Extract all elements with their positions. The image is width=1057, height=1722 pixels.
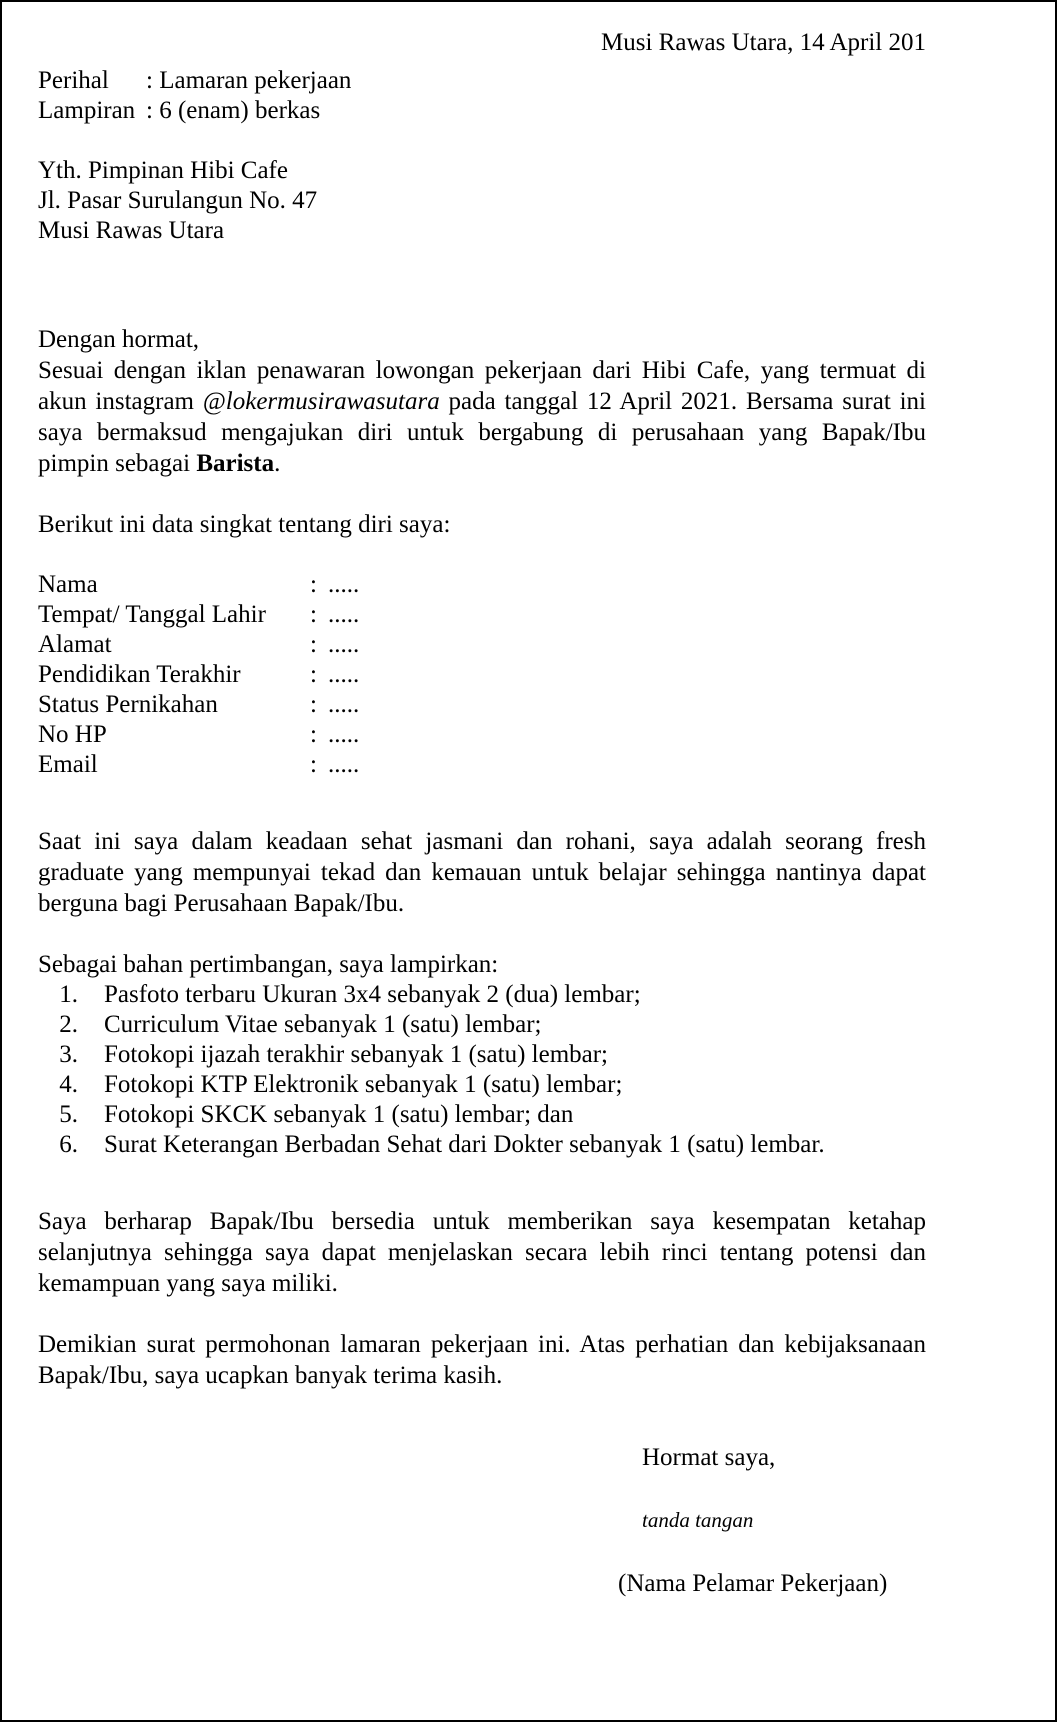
field-value-pendidikan-terakhir: ..... xyxy=(328,661,360,688)
spacer xyxy=(38,1160,926,1206)
field-row xyxy=(38,630,926,660)
field-label-tempat-tanggal-lahir: Tempat/ Tanggal Lahir xyxy=(38,601,266,628)
spacer xyxy=(38,540,926,570)
field-separator: : xyxy=(310,691,317,718)
field-label-alamat: Alamat xyxy=(38,631,112,658)
field-label-no-hp: No HP xyxy=(38,721,107,748)
list-item-number: 6. xyxy=(59,1131,78,1158)
spacer xyxy=(38,1299,926,1329)
field-value-no-hp: ..... xyxy=(328,721,360,748)
spacer xyxy=(38,246,926,306)
meta-label-lampiran: Lampiran xyxy=(38,97,136,124)
instagram-handle: @lokermusirawasutara xyxy=(202,388,440,415)
personal-data-fields xyxy=(38,570,926,780)
meta-label-perihal: Perihal xyxy=(38,67,109,94)
spacer xyxy=(38,126,926,156)
list-item xyxy=(38,1100,926,1130)
list-item-number: 3. xyxy=(59,1041,78,1068)
recipient-line-2: Jl. Pasar Surulangun No. 47 xyxy=(38,187,318,214)
field-value-email: ..... xyxy=(328,751,360,778)
health-paragraph: Saat ini saya dalam keadaan sehat jasmani dan rohani, saya adalah seorang fresh graduate yang mempunyai tekad dan kemauan untuk belajar sehingga nantinya dapat berguna bagi Perusahaan Bapak/Ibu. xyxy=(38,828,926,917)
field-row xyxy=(38,660,926,690)
field-label-status-pernikahan: Status Pernikahan xyxy=(38,691,218,718)
hope-paragraph: Saya berharap Bapak/Ibu bersedia untuk memberikan saya kesempatan ketahap selanjutnya sehingga saya dapat menjelaskan secara lebih rinci tentang potensi dan kemampuan yang saya miliki. xyxy=(38,1208,926,1297)
signature-block xyxy=(38,1443,926,1599)
field-row xyxy=(38,690,926,720)
list-item-text: Pasfoto terbaru Ukuran 3x4 sebanyak 2 (dua) lembar; xyxy=(104,981,641,1008)
list-item-text: Curriculum Vitae sebanyak 1 (satu) lembar; xyxy=(104,1011,542,1038)
field-row xyxy=(38,570,926,600)
signature-closing: Hormat saya, xyxy=(642,1444,776,1471)
attachments-list xyxy=(38,980,926,1160)
opening-part-1: Sesuai dengan iklan penawaran lowongan pekerjaan dari Hibi Cafe, yang termuat di akun instagram xyxy=(38,357,926,415)
field-row xyxy=(38,720,926,750)
list-item xyxy=(38,1010,926,1040)
date-line: Musi Rawas Utara, 14 April 201 xyxy=(601,29,926,56)
data-intro: Berikut ini data singkat tentang diri saya: xyxy=(38,511,451,538)
list-item xyxy=(38,980,926,1010)
salutation: Dengan hormat, xyxy=(38,326,200,353)
spacer xyxy=(38,919,926,949)
field-label-email: Email xyxy=(38,751,98,778)
list-item-text: Fotokopi ijazah terakhir sebanyak 1 (satu) lembar; xyxy=(104,1041,609,1068)
position-name: Barista xyxy=(196,450,275,477)
signature-placeholder: tanda tangan xyxy=(642,1508,754,1532)
letter-content xyxy=(38,28,926,1599)
closing-paragraph: Demikian surat permohonan lamaran pekerjaan ini. Atas perhatian dan kebijaksanaan Bapak/Ibu, saya ucapkan banyak terima kasih. xyxy=(38,1331,926,1389)
opening-part-3: . xyxy=(274,450,281,477)
list-item-text: Surat Keterangan Berbadan Sehat dari Dokter sebanyak 1 (satu) lembar. xyxy=(104,1131,825,1158)
list-item-number: 2. xyxy=(59,1011,78,1038)
recipient-line-3: Musi Rawas Utara xyxy=(38,217,225,244)
spacer xyxy=(38,479,926,509)
attachments-intro: Sebagai bahan pertimbangan, saya lampirkan: xyxy=(38,951,499,978)
field-label-nama: Nama xyxy=(38,571,98,598)
list-item-number: 5. xyxy=(59,1101,78,1128)
field-row xyxy=(38,600,926,630)
meta-row-perihal xyxy=(38,66,926,96)
meta-row-lampiran xyxy=(38,96,926,126)
field-separator: : xyxy=(310,721,317,748)
field-value-tempat-tanggal-lahir: ..... xyxy=(328,601,360,628)
list-item-text: Fotokopi SKCK sebanyak 1 (satu) lembar; dan xyxy=(104,1101,574,1128)
field-separator: : xyxy=(310,601,317,628)
field-separator: : xyxy=(310,661,317,688)
field-label-pendidikan-terakhir: Pendidikan Terakhir xyxy=(38,661,241,688)
list-item-text: Fotokopi KTP Elektronik sebanyak 1 (satu) lembar; xyxy=(104,1071,623,1098)
spacer xyxy=(38,780,926,826)
list-item-number: 4. xyxy=(59,1071,78,1098)
list-item xyxy=(38,1070,926,1100)
field-row xyxy=(38,750,926,780)
list-item-number: 1. xyxy=(59,981,78,1008)
field-separator: : xyxy=(310,631,317,658)
opening-part-2: pada tanggal 12 April 2021. Bersama surat ini saya bermaksud mengajukan diri untuk bergabung di perusahaan yang Bapak/Ibu pimpin sebagai xyxy=(38,388,926,477)
list-item xyxy=(38,1040,926,1070)
meta-value-lampiran: : 6 (enam) berkas xyxy=(146,97,321,124)
signature-name-placeholder: (Nama Pelamar Pekerjaan) xyxy=(618,1570,888,1597)
field-separator: : xyxy=(310,571,317,598)
field-value-alamat: ..... xyxy=(328,631,360,658)
field-value-nama: ..... xyxy=(328,571,360,598)
list-item xyxy=(38,1130,926,1160)
field-separator: : xyxy=(310,751,317,778)
opening-paragraph xyxy=(38,355,926,479)
field-value-status-pernikahan: ..... xyxy=(328,691,360,718)
recipient-line-1: Yth. Pimpinan Hibi Cafe xyxy=(38,157,288,184)
spacer xyxy=(38,306,926,324)
meta-value-perihal: : Lamaran pekerjaan xyxy=(146,67,352,94)
